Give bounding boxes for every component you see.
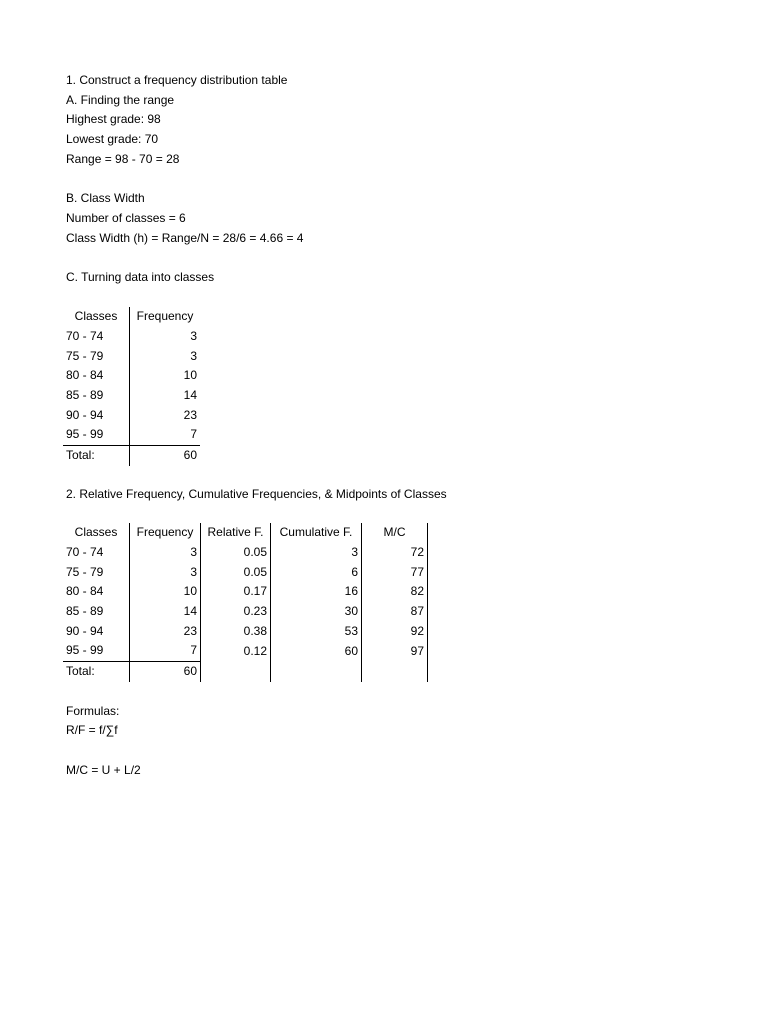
distribution-table xyxy=(63,523,428,682)
table-total-row xyxy=(63,445,200,465)
class-width-text: Class Width (h) = Range/N = 28/6 = 4.66 = 4 xyxy=(66,231,304,245)
frequency-cell: 3 xyxy=(190,329,197,344)
frequency-cell: 23 xyxy=(183,407,197,422)
table-row xyxy=(63,425,200,445)
relative-frequency-cell: 0.12 xyxy=(201,641,271,661)
frequency-cell: 3 xyxy=(190,348,197,363)
total-value: 60 xyxy=(130,661,201,681)
class-cell: 75 - 79 xyxy=(63,346,130,366)
midpoint-cell: 87 xyxy=(362,602,428,622)
highest-grade-text: Highest grade: 98 xyxy=(66,112,161,126)
frequency-cell: 10 xyxy=(130,582,201,602)
table-row xyxy=(63,386,200,406)
frequency-cell: 7 xyxy=(130,425,201,445)
relative-frequency-cell: 0.05 xyxy=(201,543,271,563)
table-row xyxy=(63,582,428,602)
number-of-classes-text: Number of classes = 6 xyxy=(66,211,186,225)
table-row xyxy=(63,405,200,425)
table-total-row xyxy=(63,661,428,681)
cumulative-frequency-cell: 3 xyxy=(271,543,362,563)
lowest-grade-text: Lowest grade: 70 xyxy=(66,132,159,146)
column-header-midpoint: M/C xyxy=(362,523,428,543)
midpoint-formula: M/C = U + L/2 xyxy=(66,763,141,777)
subsection-b-heading: B. Class Width xyxy=(66,191,145,205)
empty-cell xyxy=(271,661,362,681)
table-header-row xyxy=(63,307,200,327)
section-2-title: 2. Relative Frequency, Cumulative Frequencies, & Midpoints of Classes xyxy=(66,487,447,501)
class-cell: 95 - 99 xyxy=(63,641,130,661)
class-cell: 85 - 89 xyxy=(63,602,130,622)
class-cell: 70 - 74 xyxy=(63,327,130,347)
column-header-classes: Classes xyxy=(63,307,130,327)
relative-frequency-cell: 0.38 xyxy=(201,621,271,641)
formulas-heading: Formulas: xyxy=(66,704,120,718)
class-cell: 70 - 74 xyxy=(63,543,130,563)
frequency-cell: 7 xyxy=(130,641,201,661)
total-label: Total: xyxy=(63,661,130,681)
total-value: 60 xyxy=(183,448,197,463)
frequency-table xyxy=(63,307,200,466)
table-row xyxy=(63,602,428,622)
cumulative-frequency-cell: 16 xyxy=(271,582,362,602)
cumulative-frequency-cell: 53 xyxy=(271,621,362,641)
column-header-frequency: Frequency xyxy=(136,309,194,324)
table-row xyxy=(63,346,200,366)
relative-frequency-cell: 0.05 xyxy=(201,562,271,582)
frequency-cell: 14 xyxy=(130,602,201,622)
class-cell: 85 - 89 xyxy=(63,386,130,406)
column-header-cumulative-frequency: Cumulative F. xyxy=(271,523,362,543)
cumulative-frequency-cell: 30 xyxy=(271,602,362,622)
section-1-title: 1. Construct a frequency distribution table xyxy=(66,73,288,87)
relative-frequency-formula: R/F = f/∑f xyxy=(66,723,118,737)
table-row xyxy=(63,562,428,582)
class-cell: 75 - 79 xyxy=(63,562,130,582)
table-row xyxy=(63,327,200,347)
column-header-relative-frequency: Relative F. xyxy=(201,523,271,543)
frequency-cell: 10 xyxy=(183,368,197,383)
relative-frequency-cell: 0.23 xyxy=(201,602,271,622)
column-header-classes: Classes xyxy=(63,523,130,543)
class-cell: 80 - 84 xyxy=(63,366,130,386)
table-row xyxy=(63,366,200,386)
cumulative-frequency-cell: 6 xyxy=(271,562,362,582)
table-header-row xyxy=(63,523,428,543)
class-cell: 90 - 94 xyxy=(63,405,130,425)
empty-cell xyxy=(362,661,428,681)
class-cell: 95 - 99 xyxy=(63,425,130,445)
frequency-cell: 3 xyxy=(130,562,201,582)
column-header-frequency: Frequency xyxy=(130,523,201,543)
subsection-a-heading: A. Finding the range xyxy=(66,93,175,107)
frequency-cell: 14 xyxy=(183,388,197,403)
relative-frequency-cell: 0.17 xyxy=(201,582,271,602)
midpoint-cell: 92 xyxy=(362,621,428,641)
class-cell: 80 - 84 xyxy=(63,582,130,602)
class-cell: 90 - 94 xyxy=(63,621,130,641)
table-row xyxy=(63,621,428,641)
table-row xyxy=(63,641,428,661)
midpoint-cell: 97 xyxy=(362,641,428,661)
subsection-c-heading: C. Turning data into classes xyxy=(66,270,215,284)
frequency-cell: 3 xyxy=(130,543,201,563)
cumulative-frequency-cell: 60 xyxy=(271,641,362,661)
frequency-cell: 23 xyxy=(130,621,201,641)
empty-cell xyxy=(201,661,271,681)
table-row xyxy=(63,543,428,563)
midpoint-cell: 82 xyxy=(362,582,428,602)
midpoint-cell: 77 xyxy=(362,562,428,582)
range-text: Range = 98 - 70 = 28 xyxy=(66,152,180,166)
total-label: Total: xyxy=(63,445,130,465)
midpoint-cell: 72 xyxy=(362,543,428,563)
